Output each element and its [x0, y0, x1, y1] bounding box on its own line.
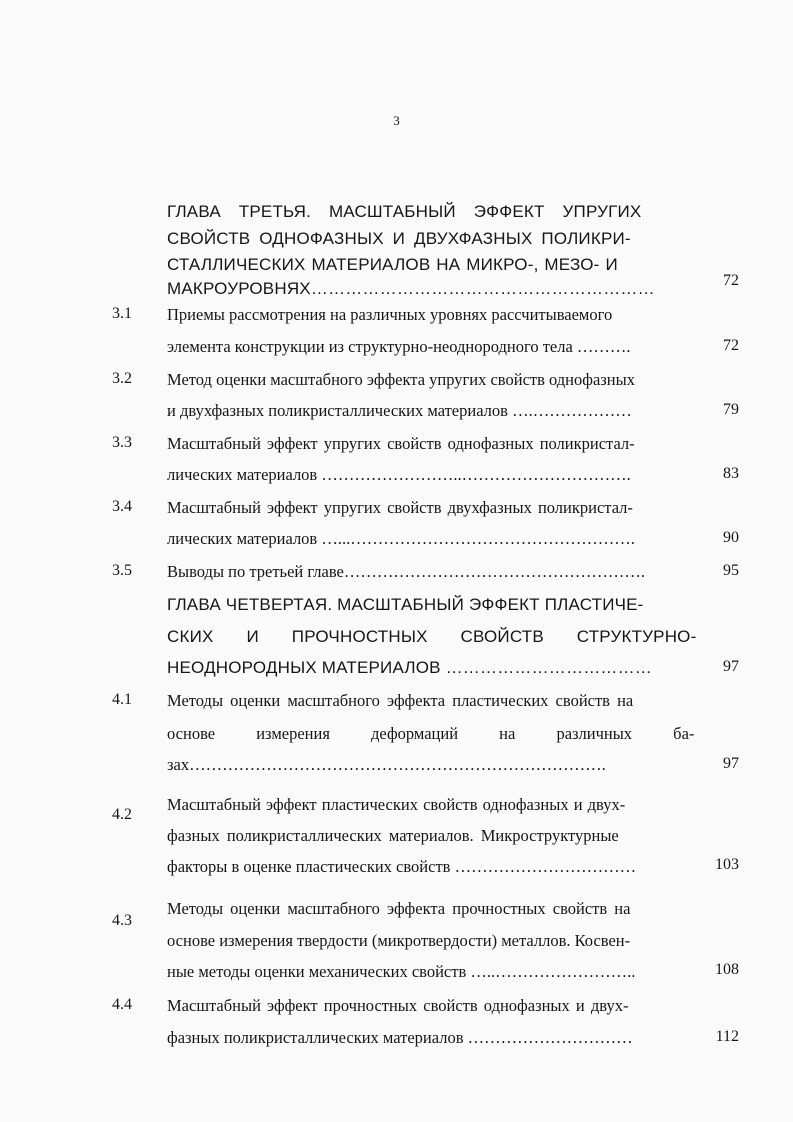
toc-section-number: 3.4	[112, 498, 132, 515]
toc-section-number: 4.1	[112, 691, 132, 708]
toc-line: НЕОДНОРОДНЫХ МАТЕРИАЛОВ ………………………………	[167, 658, 653, 677]
toc-line: лических материалов ……………………..………………………….	[167, 465, 631, 484]
toc-line: элемента конструкции из структурно-неоднородного тела ……….	[167, 337, 631, 356]
toc-line: Масштабный эффект упругих свойств двухфазных поликристал-	[167, 498, 633, 517]
toc-section-number: 4.3	[112, 912, 132, 929]
page-number: 3	[393, 113, 400, 128]
toc-line: и двухфазных поликристаллических материалов ….………………	[167, 401, 632, 420]
toc-line: фазных поликристаллических материалов …………………………	[167, 1028, 633, 1047]
toc-line: ГЛАВА ТРЕТЬЯ. МАСШТАБНЫЙ ЭФФЕКТ УПРУГИХ	[167, 202, 642, 221]
toc-section-number: 3.3	[112, 434, 132, 451]
toc-page-number: 97	[723, 755, 739, 772]
toc-page-number: 72	[723, 337, 739, 354]
toc-line: Методы оценки масштабного эффекта пластических свойств на	[167, 691, 634, 710]
toc-section-number: 3.2	[112, 370, 132, 387]
toc-line: основе измерения деформаций на различных ба-	[167, 724, 695, 743]
toc-section-number: 3.5	[112, 562, 132, 579]
toc-page-number: 95	[723, 562, 739, 579]
toc-page-number: 97	[723, 658, 739, 675]
toc-line: СВОЙСТВ ОДНОФАЗНЫХ И ДВУХФАЗНЫХ ПОЛИКРИ-	[167, 229, 631, 248]
toc-section-number: 4.4	[112, 996, 132, 1013]
toc-line: Методы оценки масштабного эффекта прочностных свойств на	[167, 899, 631, 918]
toc-line: основе измерения твердости (микротвердости) металлов. Косвен-	[167, 931, 631, 950]
toc-page-number: 103	[715, 856, 739, 873]
toc-line: ные методы оценки механических свойств …..……………………..	[167, 962, 636, 981]
toc-section-number: 3.1	[112, 305, 132, 322]
toc-line: Приемы рассмотрения на различных уровнях рассчитываемого	[167, 305, 613, 324]
toc-line: фазных поликристаллических материалов. Микроструктурные	[167, 826, 619, 845]
toc-line: лических материалов …...…………………………………………….	[167, 529, 635, 548]
toc-line: МАКРОУРОВНЯХ……………………………………………………	[167, 279, 655, 298]
toc-page-number: 90	[723, 529, 739, 546]
toc-section-number: 4.2	[112, 806, 132, 823]
toc-page-number: 79	[723, 401, 739, 418]
toc-line: Выводы по третьей главе……………………………………………….	[167, 562, 645, 581]
toc-line: Масштабный эффект прочностных свойств однофазных и двух-	[167, 996, 629, 1015]
toc-line: СТАЛЛИЧЕСКИХ МАТЕРИАЛОВ НА МИКРО-, МЕЗО- И	[167, 255, 618, 274]
toc-line: Масштабный эффект пластических свойств однофазных и двух-	[167, 795, 626, 814]
toc-page-number: 108	[715, 961, 739, 978]
toc-line: Метод оценки масштабного эффекта упругих свойств однофазных	[167, 370, 635, 389]
toc-page-number: 72	[723, 272, 739, 289]
toc-line: зах………………………………………………………………….	[167, 755, 606, 774]
toc-line: СКИХ И ПРОЧНОСТНЫХ СВОЙСТВ СТРУКТУРНО-	[167, 627, 697, 646]
toc-line: Масштабный эффект упругих свойств однофазных поликристал-	[167, 434, 635, 453]
toc-line: ГЛАВА ЧЕТВЕРТАЯ. МАСШТАБНЫЙ ЭФФЕКТ ПЛАСТИЧЕ-	[167, 595, 644, 614]
toc-page-number: 112	[715, 1028, 739, 1045]
toc-page-number: 83	[723, 465, 739, 482]
toc-line: факторы в оценке пластических свойств ……………………………	[167, 857, 637, 876]
